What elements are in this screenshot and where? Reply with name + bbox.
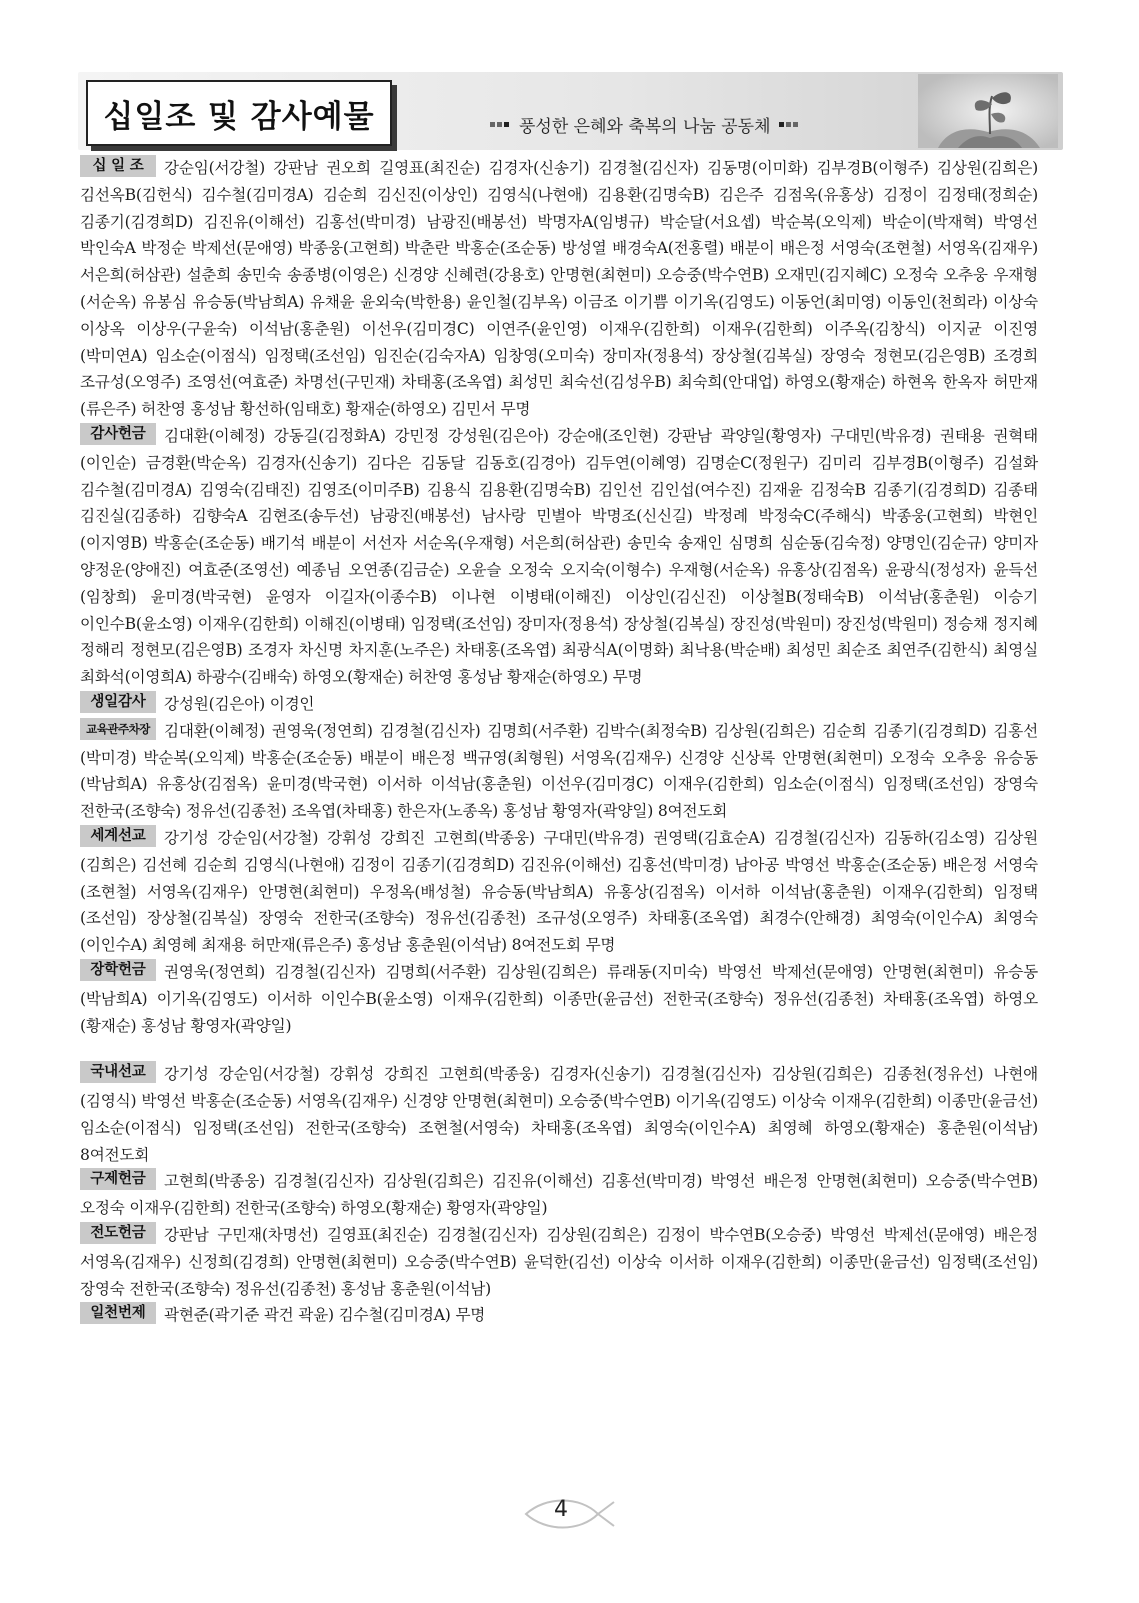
donor-names: 강순임(서강철) 강판남 권오희 길영표(최진순) 김경자(신송기) 김경철(김신자) 김동명(이미화) 김부경B(이형주) 김상원(김희은) 김선옥B(김헌식) 김수철(김미경A) 김순희 김신진(이상인) 김영식(나현애) 김용환(김명숙B) 김은주 김점옥(유홍상) 김정이 김정태(정희순) 김종기(김경희D) 김진유(이해선) 김홍선(박미경) 남광진(배봉선) 박명자A(임병규) 박순달(서요셉) 박순복(오익제) 박순이(박재혁) 박영선 박인숙A 박정순 박제선(문애영) 박종웅(고현희) 박춘란 박홍순(조순동) 방성열 배경숙A(전홍렬) 배분이 배은정 서영숙(조현철) 서영옥(김재우) 서은희(허삼관) 설춘희 송민숙 송종병(이영은) 신경양 신혜련(강용호) 안명현(최현미) 오승중(박수연B) 오재민(김지혜C) 오정숙 오추웅 우재형(서순옥) 유봉심 유승동(박남희A) 유채윤 윤외숙(박한용) 윤인철(김부옥) 이금조 이기쁨 이기옥(김영도) 이동언(최미영) 이동인(천희라) 이상숙 이상옥 이상우(구윤숙) 이석남(홍춘원) 이선우(김미경C) 이연주(윤인영) 이재우(김한희) 이재우(김한희) 이주옥(김창식) 이지균 이진영(박미연A) 임소순(이점식) 임정택(조선임) 임진순(김숙자A) 임창영(오미숙) 장미자(정용석) 장상철(김복실) 장영숙 정현모(김은영B) 조경희 조규성(오영주) 조영선(여효준) 차명선(구민재) 차태홍(조옥엽) 최성민 최숙선(김성우B) 최숙희(안대업) 하영오(황재순) 하현옥 한옥자 허만재(류은주) 허찬영 홍성남 황선하(임태호) 황재순(하영오) 김민서 무명 (80, 159, 1038, 419)
section-world-mission (80, 825, 1038, 959)
donor-names: 강판남 구민재(차명선) 길영표(최진순) 김경철(김신자) 김상원(김희은) 김정이 박수연B(오승중) 박영선 박제선(문애영) 배은정 서영옥(김재우) 신정희(김경희) 안명현(최현미) 오승중(박수연B) 윤덕한(김선) 이상숙 이서하 이재우(김한희) 이종만(윤금선) 임정택(조선임) 장영숙 전한국(조향숙) 정유선(김종천) 홍성남 홍춘원(이석남) (80, 1226, 1038, 1298)
section-paragraph (80, 1302, 1038, 1329)
section-paragraph (80, 423, 1038, 691)
page-number-text: 4 (554, 1497, 568, 1522)
donor-names: 김대환(이혜정) 강동길(김정화A) 강민정 강성원(김은아) 강순애(조인현) 강판남 곽양일(황영자) 구대민(박유경) 권태용 권혁태(이인순) 금경환(박순옥) 김경자(신송기) 김다은 김동달 김동호(김경아) 김두연(이혜영) 김명순C(정원구) 김미리 김부경B(이형주) 김설화 김수철(김미경A) 김영숙(김태진) 김영조(이미주B) 김용식 김용환(김명숙B) 김인선 김인섭(여수진) 김재윤 김정숙B 김종기(김경희D) 김종태 김진실(김종하) 김향숙A 김현조(송두선) 남광진(배봉선) 남사랑 민별아 박명조(신신길) 박정례 박정숙C(주해식) 박종웅(고현희) 박현인(이지영B) 박홍순(조순동) 배기석 배분이 서선자 서순옥(우재형) 서은희(허삼관) 송민숙 송재인 심명희 심순동(김숙정) 양명인(김순규) 양미자 양정운(양애진) 여효준(조영선) 예종님 오연종(김금순) 오윤슬 오정숙 오지숙(이형수) 우재형(서순옥) 유홍상(김점옥) 윤광식(정성자) 윤득선(임창희) 윤미경(박국현) 윤영자 이길자(이종수B) 이나현 이병태(이해진) 이상인(김신진) 이상철B(정태숙B) 이석남(홍춘원) 이승기 이인수B(윤소영) 이재우(김한희) 이해진(이병태) 임정택(조선임) 장미자(정용석) 장상철(김복실) 장진성(박원미) 장진성(박원미) 정승채 정지혜 정해리 정현모(김은영B) 조경자 차신명 차지훈(노주은) 차태홍(조옥엽) 최광식A(이명화) 최낙용(박순배) 최성민 최순조 최연주(김한식) 최영실 최화석(이영희A) 하광수(김배숙) 하영오(황재순) 허찬영 홍성남 황재순(하영오) 무명 (80, 426, 1038, 687)
section-label: 세계선교 (80, 825, 156, 847)
donor-names: 강기성 강순임(서강철) 강휘성 강희진 고현희(박종웅) 구대민(박유경) 권영택(김효순A) 김경철(김신자) 김동하(김소영) 김상원(김희은) 김선혜 김순희 김영식(나현애) 김정이 김종기(김경희D) 김진유(이해선) 김홍선(박미경) 남아공 박영선 박홍순(조순동) 배은정 서영숙(조현철) 서영옥(김재우) 안명현(최현미) 우정옥(배성철) 유승동(박남희A) 유홍상(김점옥) 이서하 이석남(홍춘원) 이재우(김한희) 임정택(조선임) 장상철(김복실) 장영숙 전한국(조향숙) 정유선(김종천) 조규성(오영주) 차태홍(조옥엽) 최경수(안해경) 최영숙(이인수A) 최영숙(이인수A) 최영혜 최재용 허만재(류은주) 홍성남 홍춘원(이석남) 8여전도회 무명 (80, 828, 1038, 955)
section-label: 교육관주차장 (80, 718, 156, 740)
section-label: 국내선교 (80, 1061, 156, 1083)
section-label: 감사헌금 (80, 423, 156, 445)
section-label: 생일감사 (80, 691, 156, 713)
donor-names: 강기성 강순임(서강철) 강휘성 강희진 고현희(박종웅) 김경자(신송기) 김경철(김신자) 김상원(김희은) 김종천(정유선) 나현애(김영식) 박영선 박홍순(조순동) 서영옥(김재우) 신경양 안명현(최현미) 오승중(박수연B) 이기옥(김영도) 이상숙 이재우(김한희) 이종만(윤금선) 임소순(이점식) 임정택(조선임) 전한국(조향숙) 조현철(서영숙) 차태홍(조옥엽) 최영숙(이인수A) 최영혜 하영오(황재순) 홍춘원(이석남) 8여전도회 (80, 1065, 1038, 1164)
page-number (518, 1494, 618, 1534)
section-birthday-thanks (80, 691, 1038, 718)
donor-names: 강성원(김은아) 이경인 (164, 694, 315, 713)
subtitle-text: 풍성한 은혜와 축복의 나눔 공동체 (519, 116, 771, 137)
section-relief-offering (80, 1168, 1038, 1222)
donor-names: 김대환(이혜정) 권영욱(정연희) 김경철(김신자) 김명희(서주환) 김박수(최정숙B) 김상원(김희은) 김순희 김종기(김경희D) 김홍선(박미경) 박순복(오익제) 박홍순(조순동) 배분이 배은정 백규영(최형원) 서영옥(김재우) 신경양 신상록 안명현(최현미) 오정숙 오추웅 유승동(박남희A) 유홍상(김점옥) 윤미경(박국현) 이서하 이석남(홍춘원) 이선우(김미경C) 이재우(김한희) 임소순(이점식) 임정택(조선임) 장영숙 전한국(조향숙) 정유선(김종천) 조옥엽(차태홍) 한은자(노종옥) 홍성남 황영자(곽양일) 8여전도회 (80, 721, 1038, 821)
section-paragraph (80, 1061, 1038, 1168)
page-title: 십일조 및 감사예물 (86, 80, 392, 146)
section-label: 구제헌금 (80, 1168, 156, 1190)
section-label: 일천번제 (80, 1302, 156, 1324)
section-thanks-offering (80, 423, 1038, 691)
bullet-squares-right (779, 114, 800, 134)
plant-hands-icon (918, 74, 1058, 148)
section-paragraph (80, 825, 1038, 959)
fish-icon (518, 1494, 618, 1534)
section-evangelism-offering (80, 1222, 1038, 1302)
section-label: 장학헌금 (80, 959, 156, 981)
section-paragraph (80, 691, 1038, 718)
section-gap (80, 1039, 1038, 1061)
donor-names: 권영욱(정연희) 김경철(김신자) 김명희(서주환) 김상원(김희은) 류래동(지미숙) 박영선 박제선(문애영) 안명현(최현미) 유승동(박남희A) 이기옥(김영도) 이서하 이인수B(윤소영) 이재우(김한희) 이종만(윤금선) 전한국(조향숙) 정유선(김종천) 차태홍(조옥엽) 하영오(황재순) 홍성남 황영자(곽양일) (80, 962, 1038, 1035)
section-paragraph (80, 1168, 1038, 1222)
section-scholarship (80, 959, 1038, 1039)
section-paragraph (80, 155, 1038, 423)
section-paragraph (80, 1222, 1038, 1302)
section-paragraph (80, 959, 1038, 1039)
donor-names: 고현희(박종웅) 김경철(김신자) 김상원(김희은) 김진유(이해선) 김홍선(박미경) 박영선 배은정 안명현(최현미) 오승중(박수연B) 오정숙 이재우(김한희) 전한국(조향숙) 하영오(황재순) 황영자(곽양일) (80, 1172, 1038, 1218)
offering-list (80, 155, 1038, 1329)
section-tithe (80, 155, 1038, 423)
section-education-parking (80, 718, 1038, 825)
donor-names: 곽현준(곽기준 곽건 곽윤) 김수철(김미경A) 무명 (164, 1306, 486, 1325)
page-subtitle (490, 111, 800, 137)
section-domestic-mission (80, 1061, 1038, 1168)
section-label: 십 일 조 (80, 155, 156, 177)
bullet-squares-left (490, 114, 511, 134)
section-paragraph (80, 718, 1038, 825)
section-label: 전도헌금 (80, 1222, 156, 1244)
section-thousand-offerings (80, 1302, 1038, 1329)
